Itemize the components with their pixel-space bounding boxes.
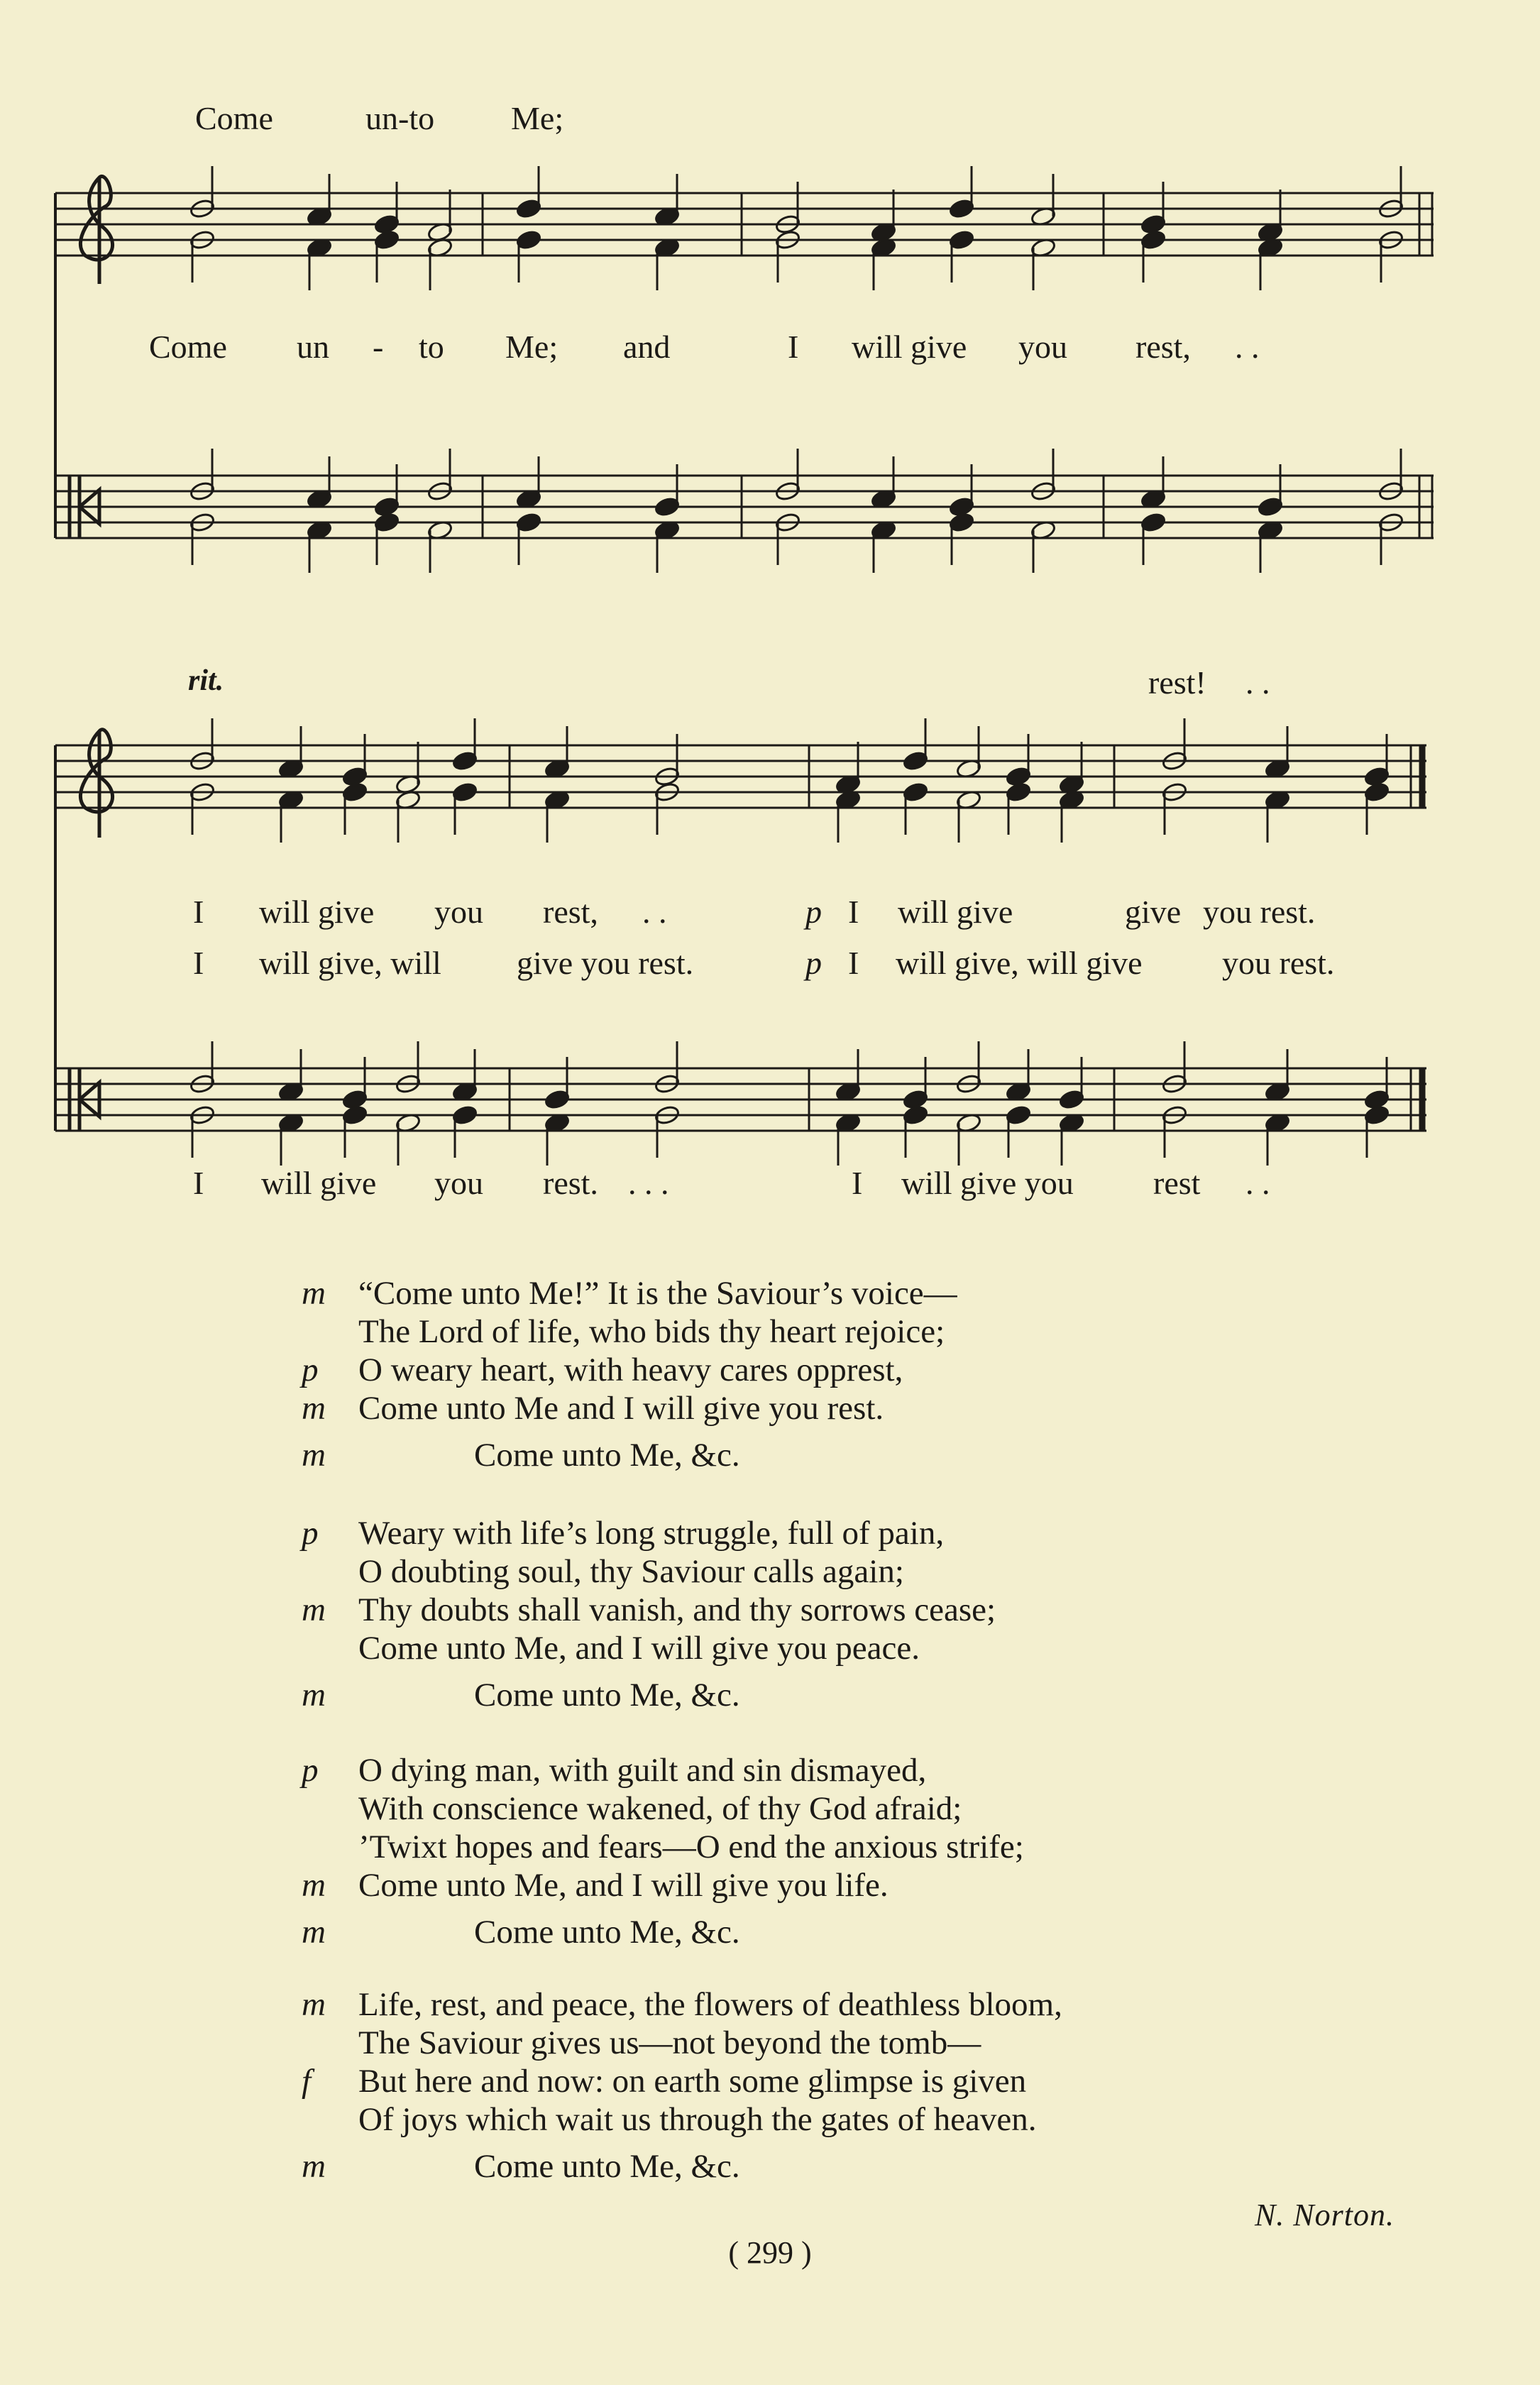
lyric: you rest. xyxy=(1222,945,1335,981)
verse-line xyxy=(0,1751,1540,1789)
verse-text: O weary heart, with heavy cares opprest, xyxy=(358,1352,903,1388)
verse-line xyxy=(0,1789,1540,1828)
lyric: will give xyxy=(898,894,1013,930)
verse-line xyxy=(0,1312,1540,1351)
verse-text: Come unto Me and I will give you rest. xyxy=(358,1390,884,1427)
lyric: rest. xyxy=(543,1165,598,1201)
lyric: - xyxy=(373,329,384,365)
chorus-text: Come unto Me, &c. xyxy=(474,1914,740,1951)
lyric: will give, will give xyxy=(896,945,1143,981)
dynamic-mark: m xyxy=(302,1867,326,1904)
lyric: you xyxy=(1018,329,1067,365)
system2-bass-staff xyxy=(55,1068,1426,1131)
dynamic-mark: p xyxy=(302,1515,319,1552)
verse-line xyxy=(0,1351,1540,1389)
lyric: Come xyxy=(149,329,227,365)
dynamic-mark: m xyxy=(302,1390,326,1427)
dynamic-mark: m xyxy=(302,2148,326,2185)
verse-line xyxy=(0,1828,1540,1866)
lyric: I xyxy=(193,1165,204,1201)
chorus-line xyxy=(0,2147,1540,2186)
verse-line xyxy=(0,1389,1540,1427)
verse-text: O dying man, with guilt and sin dismayed, xyxy=(358,1752,927,1789)
lyric: I xyxy=(193,945,204,981)
verse-text: O doubting soul, thy Saviour calls again; xyxy=(358,1553,904,1590)
lyric: you xyxy=(434,1165,483,1201)
verse-line xyxy=(0,1514,1540,1552)
lyric: will give you xyxy=(901,1165,1074,1201)
lyric: give you rest. xyxy=(517,945,694,981)
author-credit: N. Norton. xyxy=(1254,2198,1395,2232)
lyric: . . xyxy=(642,894,667,930)
lyric: I xyxy=(848,894,859,930)
lyric: will give xyxy=(259,894,375,930)
verse-text: Life, rest, and peace, the flowers of deathless bloom, xyxy=(358,1986,1062,2023)
verse-text: But here and now: on earth some glimpse is given xyxy=(358,2063,1027,2100)
system1-treble-staff xyxy=(55,193,1434,256)
dynamic-mark: p xyxy=(805,945,822,981)
page-number: ( 299 ) xyxy=(728,2235,812,2270)
verse-text: Come unto Me, and I will give you peace. xyxy=(358,1630,920,1667)
lyric: rest, xyxy=(1135,329,1191,365)
chorus-text: Come unto Me, &c. xyxy=(474,2148,740,2185)
verse-line xyxy=(0,2100,1540,2139)
chorus-line xyxy=(0,1913,1540,1951)
music-score xyxy=(0,0,1540,1192)
system1-bass-staff xyxy=(55,476,1434,538)
lyric: I xyxy=(788,329,799,365)
lyric: . . xyxy=(1245,1165,1270,1201)
dynamic-mark: m xyxy=(302,1591,326,1628)
verse-line xyxy=(0,2062,1540,2100)
verse-text: Weary with life’s long struggle, full of pain, xyxy=(358,1515,945,1552)
chorus-text: Come unto Me, &c. xyxy=(474,1437,740,1474)
above-lyric: rest! xyxy=(1148,664,1206,701)
lyric: will give, will xyxy=(259,945,441,981)
dynamic-mark: m xyxy=(302,1986,326,2023)
verse-line xyxy=(0,1629,1540,1667)
verse-text: Thy doubts shall vanish, and thy sorrows cease; xyxy=(358,1591,996,1628)
lyric: will give xyxy=(261,1165,377,1201)
verse-line xyxy=(0,1274,1540,1312)
verse-text: The Saviour gives us—not beyond the tomb— xyxy=(358,2024,981,2061)
lyric: Me; xyxy=(505,329,559,365)
dynamic-mark: m xyxy=(302,1437,326,1474)
lyric: to xyxy=(419,329,444,365)
chorus-line xyxy=(0,1676,1540,1714)
verse-text: Come unto Me, and I will give you life. xyxy=(358,1867,889,1904)
lyric: rest, xyxy=(543,894,598,930)
ritardando-marking: rit. xyxy=(188,664,224,697)
above-lyric: un-to xyxy=(365,100,435,136)
verse-line xyxy=(0,2024,1540,2062)
dynamic-mark: f xyxy=(302,2063,312,2100)
above-lyric: . . xyxy=(1245,664,1270,701)
system2-treble-staff xyxy=(55,745,1426,808)
dynamic-mark: m xyxy=(302,1677,326,1714)
lyric: I xyxy=(193,894,204,930)
dynamic-mark: p xyxy=(302,1752,319,1789)
above-lyric: Come xyxy=(195,100,273,136)
dynamic-mark: p xyxy=(805,894,822,930)
lyric: I xyxy=(848,945,859,981)
above-lyric: Me; xyxy=(511,100,564,136)
lyric: you xyxy=(434,894,483,930)
lyric: . . xyxy=(1235,329,1260,365)
chorus-line xyxy=(0,1436,1540,1474)
lyric: un xyxy=(297,329,329,365)
verse-line xyxy=(0,1866,1540,1904)
lyric: rest xyxy=(1153,1165,1201,1201)
verse-text: The Lord of life, who bids thy heart rejoice; xyxy=(358,1313,945,1350)
lyric: give xyxy=(1125,894,1182,930)
verse-text: “Come unto Me!” It is the Saviour’s voice— xyxy=(358,1275,957,1312)
verse-text: With conscience wakened, of thy God afraid; xyxy=(358,1790,962,1827)
lyric: . . . xyxy=(628,1165,669,1201)
verse-text: ’Twixt hopes and fears—O end the anxious strife; xyxy=(358,1828,1024,1865)
lyric: you rest. xyxy=(1203,894,1316,930)
dynamic-mark: p xyxy=(302,1352,319,1388)
verse-line xyxy=(0,1552,1540,1591)
lyric: I xyxy=(852,1165,863,1201)
chorus-text: Come unto Me, &c. xyxy=(474,1677,740,1714)
dynamic-mark: m xyxy=(302,1275,326,1312)
lyric: will give xyxy=(852,329,967,365)
lyric: and xyxy=(623,329,671,365)
dynamic-mark: m xyxy=(302,1914,326,1951)
verse-line xyxy=(0,1985,1540,2024)
verse-line xyxy=(0,1591,1540,1629)
verse-text: Of joys which wait us through the gates of heaven. xyxy=(358,2101,1037,2138)
